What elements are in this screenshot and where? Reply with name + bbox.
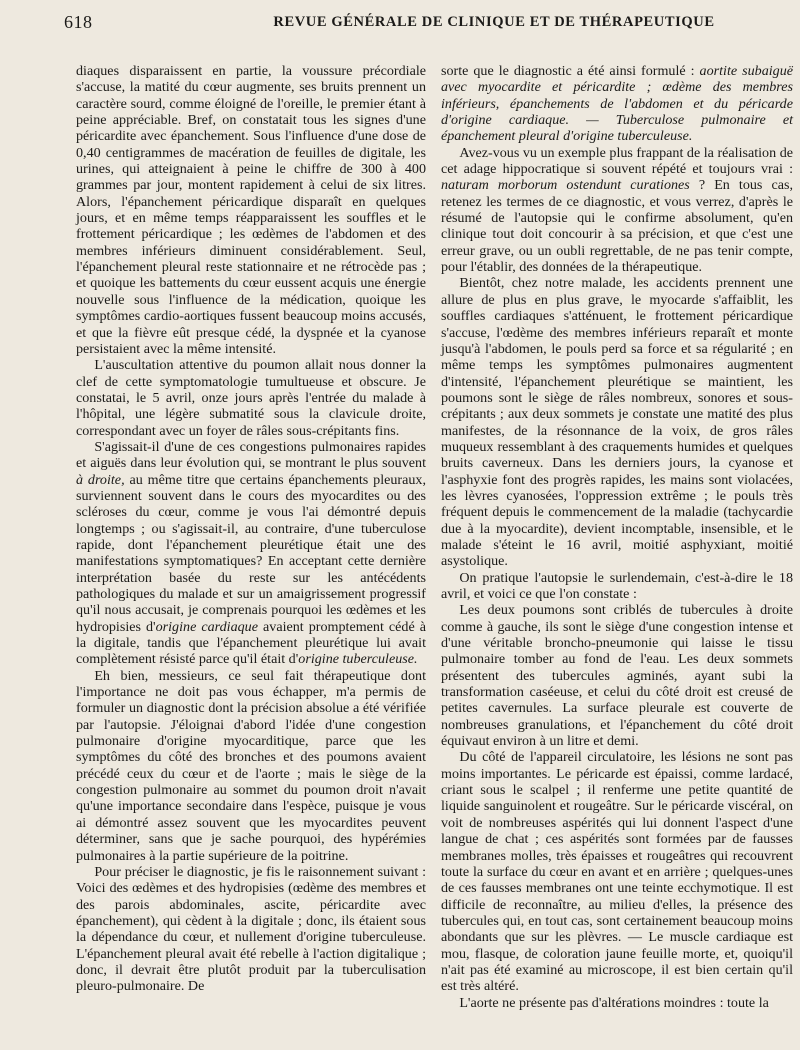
right-paragraph-1-text: sorte que le diagnostic a été ainsi formulé :: [441, 63, 700, 79]
right-paragraph-2: [441, 145, 793, 276]
left-paragraph-3-emphasis-2: origine cardiaque: [155, 618, 258, 635]
left-paragraph-3-text-c: avaient promptement cédé à la digitale, tandis que l'épanchement pleurétique lui avait complètement résisté parce qu'il était d': [76, 618, 427, 668]
right-paragraph-7: L'aorte ne présente pas d'altérations moindres : toute la: [459, 994, 769, 1011]
left-paragraph-3-emphasis-1: à droite,: [76, 471, 125, 488]
left-paragraph-1: diaques disparaissent en partie, la voussure précordiale s'accuse, la matité du cœur augmente, ses bruits prennent un caractère sourd, comme éloigné de l'oreille, le premier étant à peine appréciable. Bref, on constatait tous les signes d'une péricardite avec épanchement. Sous l'influence d'une dose de 0,40 centigrammes de macération de feuilles de digitale, les urines, qui atteignaient à peine le chiffre de 300 à 400 grammes par jour, montent rapidement à celui de six litres. Alors, l'épanchement péricardique disparaît en quelques jours, et en même temps réapparaissent les souffles et le frottement péricardique ; les œdèmes de l'abdomen et des membres inférieurs diminuent considérablement. Seul, l'épanchement pleural reste stationnaire et ne rétrocède pas ; et quoique les battements du cœur eussent acquis une énergie nouvelle sous l'influence de la médication, quoique les symptômes cardio-aortiques fussent beaucoup moins accusés, et que la fièvre eût presque cédé, la dyspnée et la cyanose persistaient avec la même intensité.: [76, 63, 426, 357]
right-paragraph-1: [441, 63, 793, 145]
right-paragraph-3: Bientôt, chez notre malade, les accidents prennent une allure de plus en plus grave, le myocarde s'affaiblit, les souffles cardiaques s'atténuent, le frottement péricardique s'accuse, l'œdème des membres inférieurs reparaît et monte jusqu'à l'abdomen, le pouls perd sa force et sa régularité ; en même temps les symptômes pulmonaires augmentent d'intensité, l'épanchement pleurétique se maintient, les poumons sont le siège de râles nombreux, sonores et sous-crépitants ; aux deux sommets je constate une matité des plus manifestes, de la résonnance de la voix, de gros râles muqueux ressemblant à des craquements humides et quelques bruits caverneux. Dans les derniers jours, la cyanose et l'asphyxie font des progrès rapides, les mains sont violacées, les lèvres cyanosées, l'oppression extrême ; le pouls très fréquent depuis le commencement de la maladie (tachycardie due à la myocardite), devient incomptable, insensible, et le malade s'éteint le 16 avril, moitié asphyxiant, moitié asystolique.: [441, 275, 793, 570]
running-title: REVUE GÉNÉRALE DE CLINIQUE ET DE THÉRAPEUTIQUE: [273, 14, 715, 30]
right-column: [441, 63, 793, 1011]
left-paragraph-2: L'auscultation attentive du poumon allait nous donner la clef de cette symptomatologie tumultueuse et obscure. Je constatai, le 5 avril, onze jours après l'entrée du malade à l'hôpital, une légère submatité sous la clavicule droite, correspondant avec un foyer de râles sous-crépitants fins.: [76, 357, 426, 439]
right-paragraph-4: On pratique l'autopsie le surlendemain, c'est-à-dire le 18 avril, et voici ce que l'on constate :: [441, 569, 793, 602]
left-paragraph-5: Pour préciser le diagnostic, je fis le raisonnement suivant : Voici des œdèmes et des hydropisies (œdème des membres et des parois abdominales, ascite, péricardite avec épanchement), qui cèdent à la digitale ; donc, ils étaient sous la dépendance du cœur, et nullement d'origine tuberculeuse. L'épanchement pleural avait été rebelle à l'action digitalique ; donc, il devrait être plutôt produit par la tuberculisation pleuro-pulmonaire. De: [76, 863, 426, 995]
latin-adage: naturam morborum ostendunt curationes: [441, 177, 690, 194]
left-paragraph-3-emphasis-3: origine tuberculeuse.: [298, 651, 418, 668]
left-paragraph-3: [76, 439, 426, 668]
right-paragraph-5: Les deux poumons sont criblés de tubercules à droite comme à gauche, ils sont le siège d'une congestion intense et d'une véritable broncho-pneumonie qui laisse le tissu pulmonaire tomber au fond de l'eau. Les deux sommets présentent des tubercules agminés, ayant subi la transformation caséeuse, et celui du côté droit est creusé de petites cavernules. La surface pleurale est couverte de nombreuses granulations, et l'épanchement du côté droit équivaut environ à un litre et demi.: [441, 602, 793, 750]
left-column: [76, 63, 426, 995]
left-paragraph-4: Eh bien, messieurs, ce seul fait thérapeutique dont l'importance ne doit pas vous échapper, m'a permis de formuler un diagnostic dont la précision absolue a été vérifiée par l'autopsie. J'éloignai d'abord l'idée d'une congestion pulmonaire d'origine myocarditique, parce que les symptômes du côté des bronches et des poumons avaient précédé ceux du cœur et de l'aorte ; mais le siège de la congestion pulmonaire au sommet du poumon droit n'avait qu'une importance secondaire dans l'espèce, puisque je vous ai démontré assez souvent que les myocardites peuvent déterminer, sans que je sache pourquoi, des hypérémies pulmonaires à la partie supérieure de la poitrine.: [76, 667, 426, 864]
left-paragraph-3-text-a: S'agissait-il d'une de ces congestions pulmonaires rapides et aiguës dans leur évolution qui, se montrant le plus souvent: [76, 438, 426, 472]
page-number: 618: [64, 12, 93, 32]
diagnosis-emphasis: aortite subaiguë avec myocardite et péricardite ; œdème des membres inférieurs, épanchements de l'abdomen et du péricarde d'origine cardiaque. — Tuberculose pulmonaire et épanchement pleural d'origine tuberculeuse.: [441, 63, 794, 145]
right-paragraph-2-text-b: ? En tous cas, retenez les termes de ce diagnostic, et vous verrez, d'après le résumé de l'autopsie qui le confirme absolument, qu'en clinique tout doit concourir à sa précision, et que c'est une erreur grave, ou un oubli regrettable, de ne pas tenir compte, pour l'établir, des données de la thérapeutique.: [441, 177, 793, 276]
right-paragraph-2-text-a: Avez-vous vu un exemple plus frappant de la réalisation de cet adage hippocratique si souvent répété et toujours vrai :: [441, 144, 793, 178]
right-paragraph-6: Du côté de l'appareil circulatoire, les lésions ne sont pas moins importantes. Le péricarde est épaissi, comme lardacé, criant sous le scalpel ; il renferme une petite quantité de liquide sanguinolent et rougeâtre. Sur le péricarde viscéral, on voit de nombreuses aspérités qui lui donnent l'aspect d'une langue de chat ; ces aspérités sont formées par de fausses membranes molles, très épaisses et rougeâtres qui recouvrent toute la surface du cœur en avant et en arrière ; quelques-unes de ces fausses membranes ont une teinte ecchymotique. Il est difficile de reconnaître, au milieu d'elles, la présence des tubercules qui, en tout cas, sont certainement beaucoup moins abondants que sur les plèvres. — Le muscle cardiaque est mou, flasque, de coloration jaune feuille morte, et, quoiqu'il n'ait pas été examiné au microscope, il est bien certain qu'il est très altéré.: [441, 749, 793, 995]
page-header: [64, 12, 794, 36]
left-paragraph-3-text-b: au même titre que certains épanchements pleuraux, surviennent souvent dans le cours des myocardites ou des scléroses du cœur, comme je vous l'ai démontré depuis longtemps ; ou s'agissait-il, au contraire, d'une tuberculose rapide, dont l'épanchement pleurétique était une des manifestations symptomatiques? En acceptant cette dernière interprétation basée du reste sur les antécédents pathologiques du malade et sur un amaigrissement progressif qu'il nous accusait, je comprenais pourquoi les œdèmes et les hydropisies d': [76, 471, 426, 635]
